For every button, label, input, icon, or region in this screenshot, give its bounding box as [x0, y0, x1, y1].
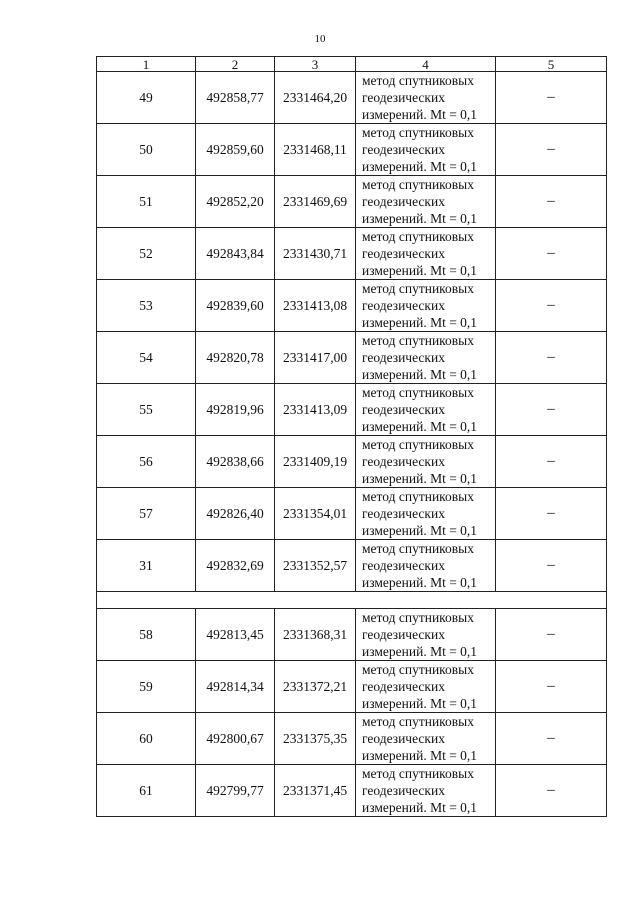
note-cell: –	[496, 280, 607, 332]
method-line: метод спутниковых	[362, 766, 474, 781]
note-cell: –	[496, 332, 607, 384]
method-cell	[356, 124, 496, 176]
method-line: метод спутниковых	[362, 333, 474, 348]
note-cell: –	[496, 661, 607, 713]
note-cell: –	[496, 540, 607, 592]
point-number-cell: 50	[97, 124, 196, 176]
point-number-cell: 31	[97, 540, 196, 592]
x-coordinate-cell: 492858,77	[196, 72, 275, 124]
method-line: геодезических	[362, 298, 445, 313]
table-row	[97, 124, 607, 176]
point-number-cell: 52	[97, 228, 196, 280]
table-row	[97, 488, 607, 540]
point-number-cell: 53	[97, 280, 196, 332]
method-line: геодезических	[362, 627, 445, 642]
y-coordinate-cell: 2331430,71	[275, 228, 356, 280]
table-row	[97, 609, 607, 661]
method-cell	[356, 228, 496, 280]
method-line: метод спутниковых	[362, 281, 474, 296]
method-line: геодезических	[362, 506, 445, 521]
method-cell	[356, 765, 496, 817]
method-line: измерений. Mt = 0,1	[362, 644, 478, 659]
y-coordinate-cell: 2331354,01	[275, 488, 356, 540]
note-cell: –	[496, 384, 607, 436]
y-coordinate-cell: 2331371,45	[275, 765, 356, 817]
note-cell: –	[496, 436, 607, 488]
method-cell	[356, 436, 496, 488]
point-number-cell: 58	[97, 609, 196, 661]
coordinates-table	[96, 56, 607, 817]
y-coordinate-cell: 2331352,57	[275, 540, 356, 592]
x-coordinate-cell: 492859,60	[196, 124, 275, 176]
method-line: геодезических	[362, 679, 445, 694]
method-cell	[356, 609, 496, 661]
method-line: измерений. Mt = 0,1	[362, 419, 478, 434]
method-line: метод спутниковых	[362, 489, 474, 504]
header-col-3: 3	[275, 57, 356, 72]
point-number-cell: 61	[97, 765, 196, 817]
point-number-cell: 57	[97, 488, 196, 540]
method-line: метод спутниковых	[362, 714, 474, 729]
y-coordinate-cell: 2331417,00	[275, 332, 356, 384]
method-cell	[356, 540, 496, 592]
method-line: геодезических	[362, 142, 445, 157]
x-coordinate-cell: 492852,20	[196, 176, 275, 228]
method-line: геодезических	[362, 90, 445, 105]
note-cell: –	[496, 488, 607, 540]
method-line: геодезических	[362, 194, 445, 209]
method-line: геодезических	[362, 454, 445, 469]
x-coordinate-cell: 492813,45	[196, 609, 275, 661]
method-cell	[356, 332, 496, 384]
method-line: метод спутниковых	[362, 125, 474, 140]
table-row	[97, 384, 607, 436]
group-separator-cell	[97, 592, 607, 609]
y-coordinate-cell: 2331464,20	[275, 72, 356, 124]
table-body	[97, 72, 607, 817]
method-line: метод спутниковых	[362, 610, 474, 625]
method-line: метод спутниковых	[362, 437, 474, 452]
table-row	[97, 332, 607, 384]
table-row	[97, 661, 607, 713]
header-col-5: 5	[496, 57, 607, 72]
method-cell	[356, 661, 496, 713]
group-separator-row	[97, 592, 607, 609]
method-line: геодезических	[362, 402, 445, 417]
note-cell: –	[496, 609, 607, 661]
method-line: метод спутниковых	[362, 73, 474, 88]
method-line: геодезических	[362, 350, 445, 365]
y-coordinate-cell: 2331469,69	[275, 176, 356, 228]
point-number-cell: 49	[97, 72, 196, 124]
method-line: геодезических	[362, 731, 445, 746]
page-number: 10	[314, 33, 326, 45]
header-col-4: 4	[356, 57, 496, 72]
table-row	[97, 72, 607, 124]
point-number-cell: 56	[97, 436, 196, 488]
method-line: измерений. Mt = 0,1	[362, 523, 478, 538]
note-cell: –	[496, 765, 607, 817]
method-line: геодезических	[362, 783, 445, 798]
point-number-cell: 55	[97, 384, 196, 436]
x-coordinate-cell: 492839,60	[196, 280, 275, 332]
method-line: измерений. Mt = 0,1	[362, 800, 478, 815]
note-cell: –	[496, 713, 607, 765]
x-coordinate-cell: 492843,84	[196, 228, 275, 280]
method-line: метод спутниковых	[362, 229, 474, 244]
x-coordinate-cell: 492832,69	[196, 540, 275, 592]
method-line: метод спутниковых	[362, 541, 474, 556]
method-line: метод спутниковых	[362, 385, 474, 400]
point-number-cell: 54	[97, 332, 196, 384]
method-line: измерений. Mt = 0,1	[362, 748, 478, 763]
method-line: измерений. Mt = 0,1	[362, 159, 478, 174]
x-coordinate-cell: 492820,78	[196, 332, 275, 384]
header-col-2: 2	[196, 57, 275, 72]
method-cell	[356, 384, 496, 436]
note-cell: –	[496, 72, 607, 124]
method-line: измерений. Mt = 0,1	[362, 367, 478, 382]
x-coordinate-cell: 492799,77	[196, 765, 275, 817]
x-coordinate-cell: 492838,66	[196, 436, 275, 488]
y-coordinate-cell: 2331368,31	[275, 609, 356, 661]
point-number-cell: 60	[97, 713, 196, 765]
method-line: измерений. Mt = 0,1	[362, 263, 478, 278]
header-row	[97, 57, 607, 72]
table-row	[97, 228, 607, 280]
y-coordinate-cell: 2331468,11	[275, 124, 356, 176]
y-coordinate-cell: 2331413,09	[275, 384, 356, 436]
header-col-1: 1	[97, 57, 196, 72]
method-line: геодезических	[362, 558, 445, 573]
table-row	[97, 280, 607, 332]
method-cell	[356, 176, 496, 228]
x-coordinate-cell: 492800,67	[196, 713, 275, 765]
method-line: метод спутниковых	[362, 662, 474, 677]
table-row	[97, 436, 607, 488]
method-line: метод спутниковых	[362, 177, 474, 192]
x-coordinate-cell: 492819,96	[196, 384, 275, 436]
point-number-cell: 51	[97, 176, 196, 228]
method-line: измерений. Mt = 0,1	[362, 471, 478, 486]
y-coordinate-cell: 2331372,21	[275, 661, 356, 713]
method-cell	[356, 713, 496, 765]
table-row	[97, 765, 607, 817]
method-line: измерений. Mt = 0,1	[362, 211, 478, 226]
method-cell	[356, 280, 496, 332]
note-cell: –	[496, 176, 607, 228]
x-coordinate-cell: 492814,34	[196, 661, 275, 713]
method-line: геодезических	[362, 246, 445, 261]
note-cell: –	[496, 228, 607, 280]
method-cell	[356, 72, 496, 124]
x-coordinate-cell: 492826,40	[196, 488, 275, 540]
method-cell	[356, 488, 496, 540]
table-row	[97, 713, 607, 765]
method-line: измерений. Mt = 0,1	[362, 107, 478, 122]
table-row	[97, 176, 607, 228]
y-coordinate-cell: 2331413,08	[275, 280, 356, 332]
y-coordinate-cell: 2331375,35	[275, 713, 356, 765]
method-line: измерений. Mt = 0,1	[362, 575, 478, 590]
method-line: измерений. Mt = 0,1	[362, 315, 478, 330]
point-number-cell: 59	[97, 661, 196, 713]
note-cell: –	[496, 124, 607, 176]
y-coordinate-cell: 2331409,19	[275, 436, 356, 488]
method-line: измерений. Mt = 0,1	[362, 696, 478, 711]
table-row	[97, 540, 607, 592]
